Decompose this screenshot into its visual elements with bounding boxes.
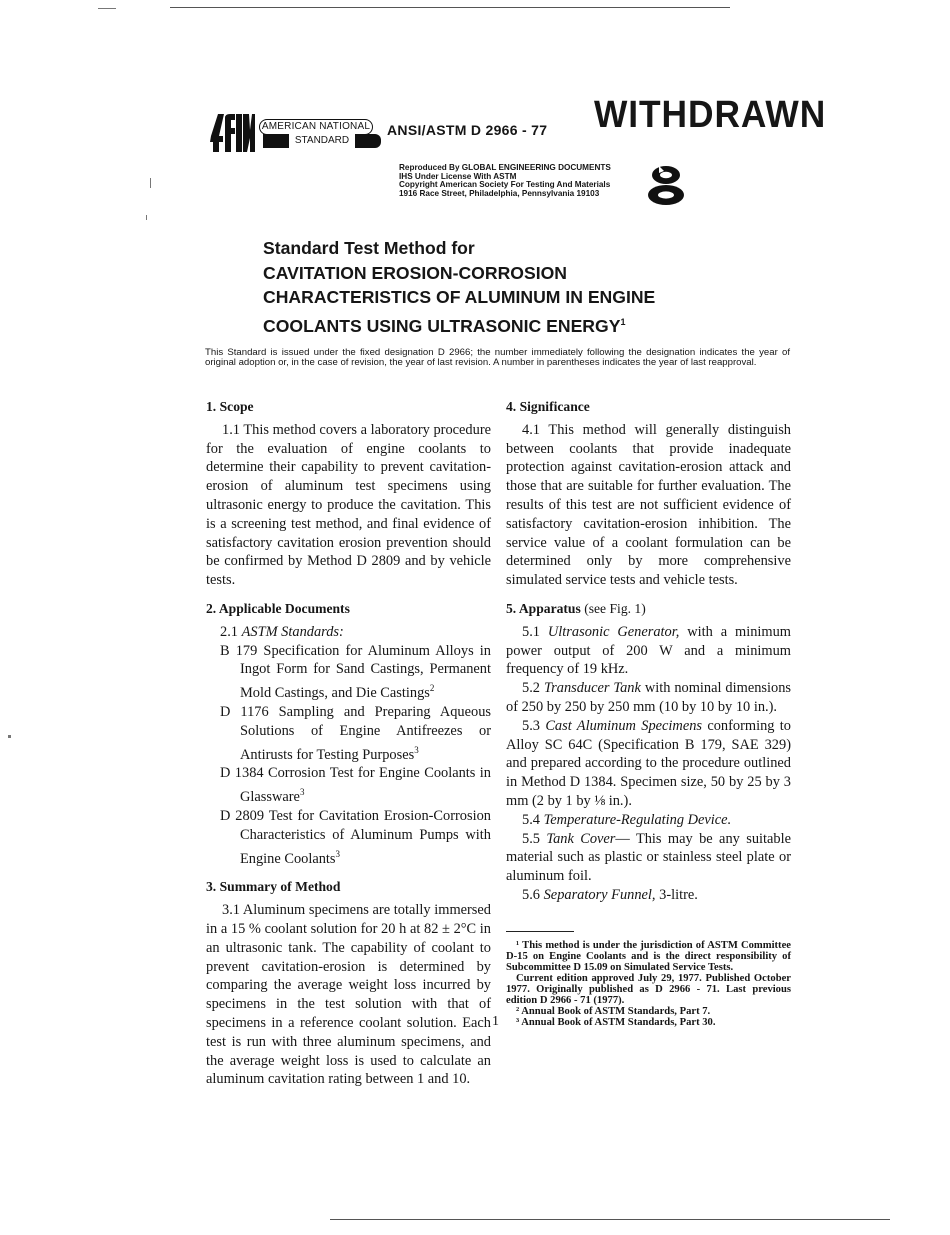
scan-mark <box>146 215 147 220</box>
top-rule <box>170 7 730 8</box>
item-label: Ultrasonic Generator, <box>547 623 680 640</box>
item-text: with a minimum power output of 200 W and a minimum frequency of 19 kHz. <box>506 623 791 678</box>
standard-designation: ANSI/ASTM D 2966 - 77 <box>387 122 548 138</box>
reproduction-line: Copyright American Society For Testing And Materials <box>399 180 611 190</box>
footnote: ¹ This method is under the jurisdiction of ASTM Committee D-15 on Engine Coolants and is the direct responsibility of Subcommittee D 15.09 on Simulated Service Tests. <box>506 939 791 973</box>
footnote-ref: 3 <box>414 744 419 755</box>
reference-item <box>206 703 491 764</box>
title-line <box>263 310 823 339</box>
item-label: Tank Cover <box>546 830 616 847</box>
reproduction-line: IHS Under License With ASTM <box>399 171 517 181</box>
reference-item <box>206 642 491 703</box>
page-number: 1 <box>492 1014 499 1029</box>
footnote-ref: 2 <box>429 683 435 694</box>
ansi-badge-bottom <box>263 134 381 148</box>
subsection-label: ASTM Standards: <box>241 623 344 640</box>
apparatus-heading-note: (see Fig. 1) <box>584 600 646 616</box>
reference-item <box>206 807 491 868</box>
issuance-note: This Standard is issued under the fixed designation D 2966; the number immediately following the designation indicates the year of original adoption or, in the case of revision, the year of last revision. A number in parentheses indicates the year of last reapproval. <box>205 347 790 368</box>
section-heading-documents: 2. Applicable Documents <box>206 600 350 616</box>
left-column <box>206 398 491 1089</box>
document-title <box>263 236 823 338</box>
item-number: 5.4 <box>522 811 540 828</box>
reference-text: D 1176 Sampling and Preparing Aqueous Solutions of Engine Antifreezes or Antirusts for Testing Purposes <box>220 703 491 763</box>
item-number: 5.6 <box>522 886 540 903</box>
apparatus-item <box>506 811 791 830</box>
astm-standards-label <box>206 623 491 642</box>
item-number: 5.1 <box>522 623 540 640</box>
reference-item <box>206 764 491 807</box>
item-text: with nominal dimensions of 250 by 250 by 250 mm (10 by 10 by 10 in.). <box>506 680 791 715</box>
reproduction-line: Reproduced By GLOBAL ENGINEERING DOCUMENTS <box>399 163 611 172</box>
reproduction-line: 1916 Race Street, Philadelphia, Pennsylvania 19103 <box>399 188 600 198</box>
title-line-intro: Standard Test Method for <box>263 238 475 258</box>
bottom-rule <box>330 1219 890 1220</box>
ansi-badge <box>259 119 381 149</box>
apparatus-item <box>506 679 791 717</box>
scan-mark <box>150 178 151 188</box>
reference-text: B 179 Specification for Aluminum Alloys in Ingot Form for Sand Castings, Permanent Mold Castings, and Die Castings <box>220 642 491 702</box>
item-label: Cast Aluminum Specimens <box>545 717 702 734</box>
apparatus-item <box>506 717 791 811</box>
reference-text: D 1384 Corrosion Test for Engine Coolants in Glassware <box>220 765 491 806</box>
title-line: CHARACTERISTICS OF ALUMINUM IN ENGINE <box>263 287 656 307</box>
scan-mark <box>98 8 116 9</box>
section-heading-significance: 4. Significance <box>506 399 590 414</box>
title-footnote-mark: 1 <box>620 316 626 327</box>
title-line: CAVITATION EROSION-CORROSION <box>263 262 567 283</box>
item-label: Temperature-Regulating Device. <box>543 811 732 828</box>
section-heading-scope: 1. Scope <box>206 399 254 414</box>
withdrawn-stamp: WITHDRAWN <box>594 94 827 136</box>
footnote: ² Annual Book of ASTM Standards, Part 7. <box>516 1005 711 1017</box>
item-number: 5.5 <box>522 830 540 847</box>
footnotes <box>506 940 791 1028</box>
scope-paragraph: 1.1 This method covers a laboratory procedure for the evaluation of engine coolants to determine their capability to prevent cavitation-erosion of aluminum test specimens using ultrasonic energy to produce the cavitation. This is a screening test method, and final evidence of satisfactory cavitation erosion prevention should be confirmed by Method D 2809 and by vehicle tests. <box>206 421 491 589</box>
item-text: conforming to Alloy SC 64C (Specification B 179, SAE 329) and prepared according to the procedure outlined in Method D 1384. Specimen size, 50 by 25 by 3 mm (2 by 1 by ⅛ in.). <box>506 717 791 809</box>
ihs-seal-icon <box>647 164 685 206</box>
apparatus-item <box>506 830 791 886</box>
item-number: 5.3 <box>522 717 540 734</box>
ansi-badge-top: AMERICAN NATIONAL <box>259 119 373 135</box>
section-heading-summary: 3. Summary of Method <box>206 879 341 895</box>
item-label: Transducer Tank <box>543 680 641 697</box>
footnote: ³ Annual Book of ASTM Standards, Part 30. <box>516 1016 716 1028</box>
reproduction-notice <box>399 164 611 198</box>
footnote-ref: 3 <box>335 848 341 859</box>
right-column <box>506 398 791 1028</box>
scan-mark <box>8 735 11 738</box>
apparatus-heading-text: 5. Apparatus <box>506 600 581 616</box>
footnote-divider <box>506 931 574 932</box>
ansi-badge-bottom-label: STANDARD <box>289 134 355 148</box>
apparatus-item <box>506 886 791 905</box>
title-line-text: COOLANTS USING ULTRASONIC ENERGY <box>263 315 621 336</box>
item-text: 3-litre. <box>659 886 698 903</box>
significance-paragraph: 4.1 This method will generally distinguish between coolants that provide inadequate protection against cavitation-erosion attack and those that are suitable for further evaluation. The results of this test are not sufficient evidence of satisfactory cavitation-erosion inhibition. The service value of a coolant formulation can be determined only by more comprehensive simulated service tests and vehicle tests. <box>506 421 791 589</box>
astm-logo-icon <box>209 112 255 154</box>
footnote: Current edition approved July 29, 1977. Published October 1977. Originally published as D 2966 - 71. Last previous edition D 2966 - 71 (1977). <box>506 972 791 1006</box>
apparatus-item <box>506 623 791 679</box>
summary-paragraph: 3.1 Aluminum specimens are totally immersed in a 15 % coolant solution for 20 h at 82 ± 2°C in an ultrasonic tank. The capability of coolant to prevent cavitation-erosion is determined by comparing the average weight loss incurred by specimens in the test solution with that of specimens in a reference coolant solution. Each test is run with three aluminum specimens, and the average weight loss is used to calculate an aluminum cavitation rating between 1 and 10. <box>206 902 491 1088</box>
item-label: Separatory Funnel, <box>543 886 656 903</box>
subsection-number: 2.1 <box>220 623 238 640</box>
item-number: 5.2 <box>522 680 540 697</box>
section-heading-apparatus <box>506 600 791 619</box>
reference-text: D 2809 Test for Cavitation Erosion-Corrosion Characteristics of Aluminum Pumps with Engine Coolants <box>220 807 491 867</box>
item-text: — This may be any suitable material such as plastic or stainless steel plate or aluminum foil. <box>506 830 791 885</box>
footnote-ref: 3 <box>299 787 305 798</box>
